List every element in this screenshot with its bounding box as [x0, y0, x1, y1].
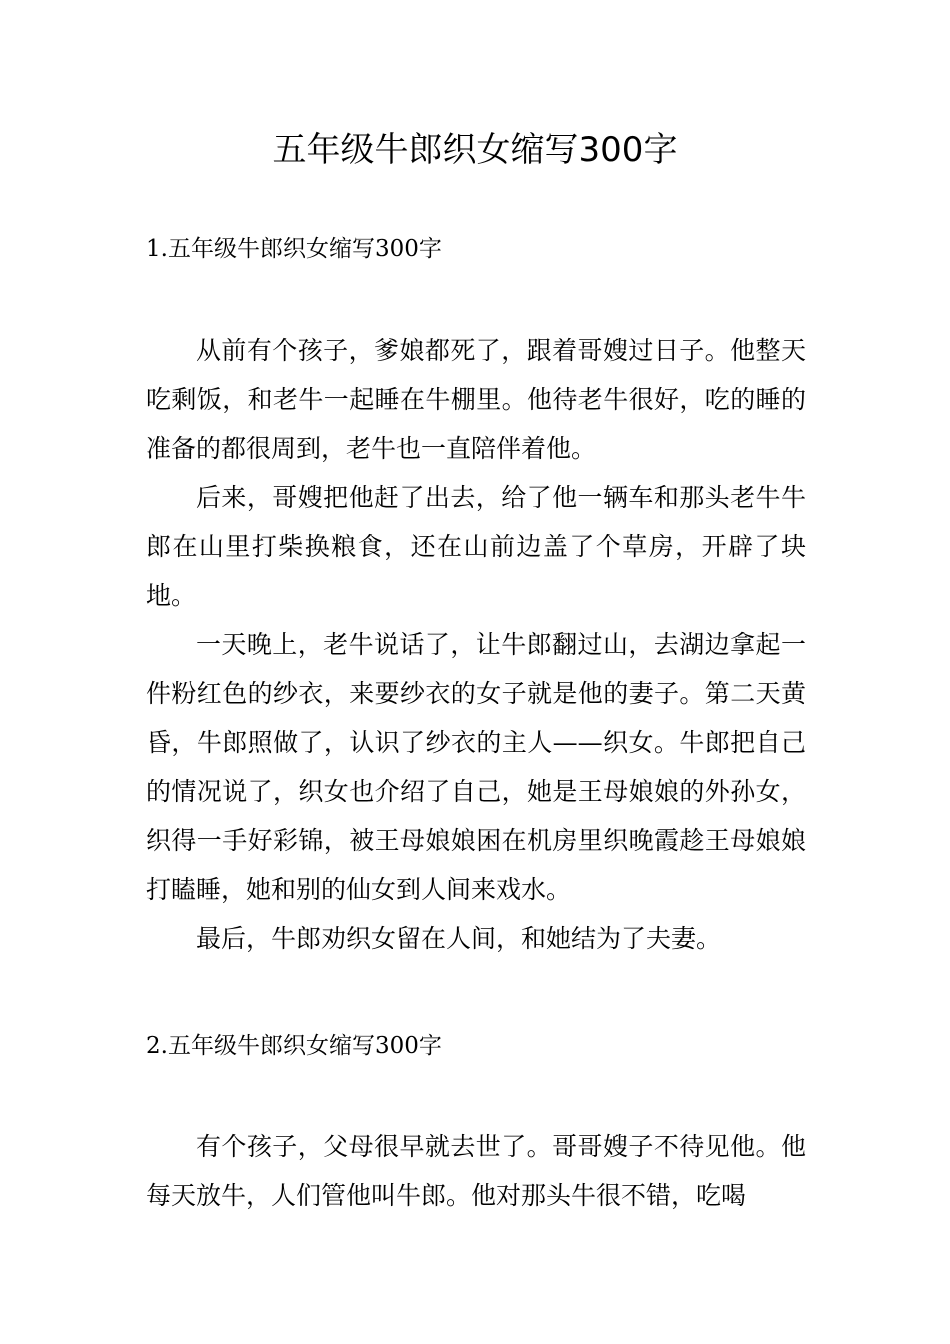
section-1-body: [146, 326, 806, 963]
section-1-heading: 1.五年级牛郎织女缩写300字: [146, 236, 442, 262]
section-1-paragraph-2: 后来，哥嫂把他赶了出去，给了他一辆车和那头老牛牛郎在山里打柴换粮食，还在山前边盖了个草房，开辟了块地。: [146, 483, 806, 610]
section-1-paragraph-4: 最后，牛郎劝织女留在人间，和她结为了夫妻。: [196, 924, 722, 953]
section-2-body: [146, 1122, 806, 1220]
section-1-paragraph-1: 从前有个孩子，爹娘都死了，跟着哥嫂过日子。他整天吃剩饭，和老牛一起睡在牛棚里。他待老牛很好，吃的睡的准备的都很周到，老牛也一直陪伴着他。: [146, 336, 806, 463]
section-2-paragraph-1: 有个孩子，父母很早就去世了。哥哥嫂子不待见他。他每天放牛，人们管他叫牛郎。他对那头牛很不错，吃喝: [146, 1132, 806, 1210]
section-2-heading: 2.五年级牛郎织女缩写300字: [146, 1033, 442, 1059]
section-1-paragraph-3: 一天晚上，老牛说话了，让牛郎翻过山，去湖边拿起一件粉红色的纱衣，来要纱衣的女子就是他的妻子。第二天黄昏，牛郎照做了，认识了纱衣的主人——织女。牛郎把自己的情况说了，织女也介绍了自己，她是王母娘娘的外孙女，织得一手好彩锦，被王母娘娘困在机房里织晚霞趁王母娘娘打瞌睡，她和别的仙女到人间来戏水。: [146, 630, 806, 904]
document-title: 五年级牛郎织女缩写300字: [272, 130, 678, 170]
